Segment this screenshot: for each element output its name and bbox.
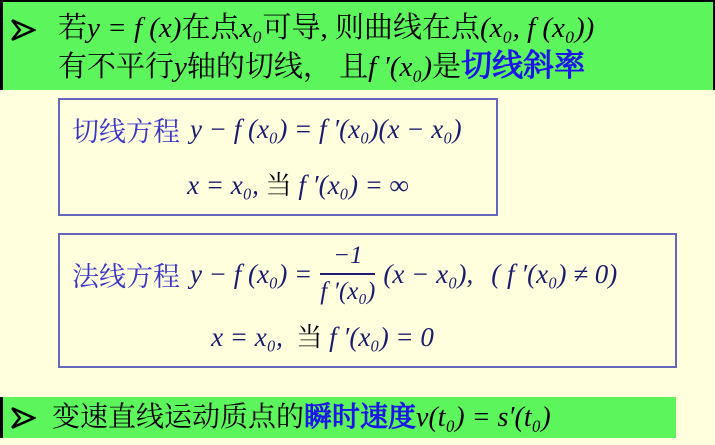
bullet-arrow-icon [10,405,36,431]
tangent-equation-line [60,100,496,149]
normal-equation-note: ( f ′(x₀) ≠ 0) [491,258,618,289]
normal-equation-left: y − f (x₀) = [190,258,313,289]
normal-equation-box [58,233,677,368]
tangent-equation: y − f (x₀) = f ′(x₀)(x − x₀) [190,114,462,144]
bottom-banner-text: 变速直线运动质点的瞬时速度v(t₀) = s′(t₀) [52,401,551,433]
normal-condition: x = x₀, 当 f ′(x₀) = 0 [211,322,434,352]
normal-equation-line [60,235,675,307]
tangent-equation-box [58,98,498,216]
fraction-numerator: −1 [333,242,363,269]
top-banner-line2: 有不平行y轴的切线， 且f ′(x₀)是切线斜率 [58,48,586,83]
top-banner-line1: 若y = f (x)在点x₀可导, 则曲线在点(x₀, f (x₀)) [58,12,595,44]
normal-equation-right: (x − x₀), [383,258,474,289]
fraction-bar [320,273,375,275]
tangent-box-label: 切线方程 [72,117,180,147]
top-banner [0,0,715,90]
tangent-condition: x = x₀, 当 f ′(x₀) = ∞ [187,170,409,200]
bottom-banner [0,397,676,438]
normal-box-label: 法线方程 [72,261,180,292]
fraction [320,241,375,307]
bullet-arrow-icon [10,17,36,43]
top-banner-text [58,9,594,86]
fraction-denominator: f ′(x₀) [320,278,376,305]
